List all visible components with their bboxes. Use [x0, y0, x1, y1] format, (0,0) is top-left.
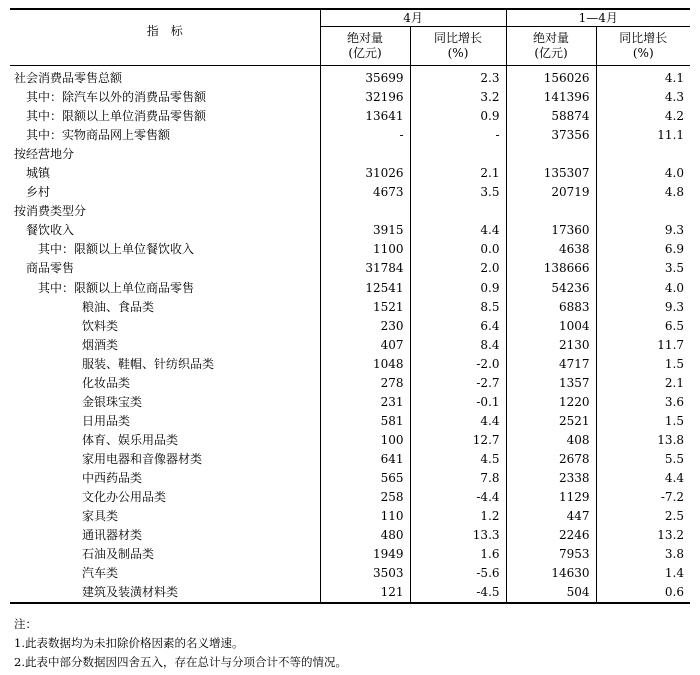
april-absolute-cell: -	[320, 126, 410, 145]
april-yoy-cell: 2.3	[410, 66, 506, 89]
janapr-yoy-cell: 6.5	[596, 317, 690, 336]
table-row	[10, 240, 690, 259]
janapr-absolute-cell: 156026	[506, 66, 596, 89]
janapr-absolute-header	[506, 27, 596, 66]
janapr-absolute-cell	[506, 202, 596, 221]
janapr-yoy-cell: 4.2	[596, 107, 690, 126]
janapr-yoy-cell: 2.1	[596, 374, 690, 393]
april-yoy-cell: 13.3	[410, 526, 506, 545]
row-label: 化妆品类	[82, 375, 131, 390]
row-label: 通讯器材类	[82, 528, 143, 543]
janapr-absolute-cell: 2246	[506, 526, 596, 545]
april-absolute-cell: 121	[320, 583, 410, 603]
april-yoy-cell: 3.2	[410, 88, 506, 107]
row-label: 餐饮收入	[26, 223, 75, 238]
april-yoy-cell: -2.7	[410, 374, 506, 393]
table-row	[10, 107, 690, 126]
table-row	[10, 564, 690, 583]
table-body	[10, 66, 690, 604]
janapr-absolute-cell: 17360	[506, 221, 596, 240]
janapr-absolute-cell: 1129	[506, 488, 596, 507]
april-yoy-cell	[410, 145, 506, 164]
janapr-yoy-cell	[596, 145, 690, 164]
april-absolute-cell: 3915	[320, 221, 410, 240]
retail-sales-table	[10, 8, 690, 604]
april-yoy-cell: 8.4	[410, 336, 506, 355]
janapr-yoy-cell: 13.8	[596, 431, 690, 450]
janapr-absolute-cell: 138666	[506, 259, 596, 278]
april-absolute-cell: 3503	[320, 564, 410, 583]
row-label: 城镇	[26, 166, 51, 181]
table-row	[10, 298, 690, 317]
row-label: 日用品类	[82, 413, 131, 428]
janapr-absolute-cell: 447	[506, 507, 596, 526]
row-label: 商品零售	[26, 261, 75, 276]
april-absolute-header	[320, 27, 410, 66]
april-yoy-cell: 0.9	[410, 279, 506, 298]
janapr-yoy-cell: 4.0	[596, 164, 690, 183]
april-yoy-cell: -4.4	[410, 488, 506, 507]
april-yoy-cell: 2.1	[410, 164, 506, 183]
janapr-yoy-cell: 6.9	[596, 240, 690, 259]
abs-line2: (亿元)	[534, 46, 568, 60]
janapr-yoy-cell: 4.8	[596, 183, 690, 202]
janapr-yoy-cell: 1.4	[596, 564, 690, 583]
table-row	[10, 412, 690, 431]
table-row	[10, 183, 690, 202]
indicator-header: 指 标	[146, 24, 183, 38]
janapr-yoy-cell: -7.2	[596, 488, 690, 507]
janapr-absolute-cell: 2678	[506, 450, 596, 469]
janapr-absolute-cell: 2130	[506, 336, 596, 355]
table-row	[10, 450, 690, 469]
table-row	[10, 279, 690, 298]
table-row	[10, 66, 690, 89]
yoy-line1: 同比增长	[619, 31, 668, 45]
table-row	[10, 317, 690, 336]
table-row	[10, 336, 690, 355]
janapr-absolute-cell: 2521	[506, 412, 596, 431]
janapr-absolute-cell: 14630	[506, 564, 596, 583]
april-yoy-cell: 6.4	[410, 317, 506, 336]
row-label: 家用电器和音像器材类	[82, 451, 203, 466]
table-row	[10, 259, 690, 278]
janapr-absolute-cell: 141396	[506, 88, 596, 107]
row-label: 其中：限额以上单位商品零售	[38, 280, 195, 295]
table-row	[10, 145, 690, 164]
april-absolute-cell: 13641	[320, 107, 410, 126]
april-yoy-cell: 0.9	[410, 107, 506, 126]
row-label: 中西药品类	[82, 471, 143, 485]
row-label: 家具类	[82, 509, 119, 524]
row-label: 社会消费品零售总额	[14, 71, 123, 86]
janapr-yoy-cell: 4.1	[596, 66, 690, 89]
table-row	[10, 355, 690, 374]
table-row	[10, 488, 690, 507]
row-label: 烟酒类	[82, 337, 119, 352]
janapr-yoy-cell: 11.7	[596, 336, 690, 355]
janapr-yoy-cell: 9.3	[596, 221, 690, 240]
april-absolute-cell	[320, 202, 410, 221]
table-row	[10, 126, 690, 145]
abs-line1: 绝对量	[346, 31, 383, 45]
april-absolute-cell: 1048	[320, 355, 410, 374]
row-label: 按消费类型分	[14, 204, 87, 219]
april-absolute-cell: 258	[320, 488, 410, 507]
table-row	[10, 202, 690, 221]
row-label: 乡村	[26, 185, 51, 200]
row-label: 文化办公用品类	[82, 490, 167, 505]
april-absolute-cell: 110	[320, 507, 410, 526]
janapr-absolute-cell: 1220	[506, 393, 596, 412]
janapr-absolute-cell: 37356	[506, 126, 596, 145]
april-yoy-cell: 4.5	[410, 450, 506, 469]
april-absolute-cell: 581	[320, 412, 410, 431]
janapr-absolute-cell: 4638	[506, 240, 596, 259]
april-absolute-cell: 480	[320, 526, 410, 545]
janapr-absolute-cell: 1357	[506, 374, 596, 393]
table-row	[10, 583, 690, 603]
janapr-yoy-cell: 3.5	[596, 259, 690, 278]
janapr-yoy-cell	[596, 202, 690, 221]
janapr-absolute-cell: 7953	[506, 545, 596, 564]
april-absolute-cell	[320, 145, 410, 164]
april-absolute-cell: 31784	[320, 259, 410, 278]
table-row	[10, 469, 690, 488]
april-yoy-cell: 12.7	[410, 431, 506, 450]
yoy-line2: (%)	[632, 46, 654, 60]
janapr-yoy-cell: 13.2	[596, 526, 690, 545]
janapr-yoy-cell: 4.0	[596, 279, 690, 298]
row-label: 饮料类	[82, 318, 119, 333]
april-yoy-cell: 1.6	[410, 545, 506, 564]
april-yoy-cell: 8.5	[410, 298, 506, 317]
row-label: 服装、鞋帽、针纺织品类	[82, 356, 215, 371]
april-absolute-cell: 1100	[320, 240, 410, 259]
april-yoy-cell: 0.0	[410, 240, 506, 259]
april-yoy-cell: 3.5	[410, 183, 506, 202]
april-yoy-header	[410, 27, 506, 66]
april-absolute-cell: 565	[320, 469, 410, 488]
row-label: 其中：除汽车以外的消费品零售额	[26, 90, 207, 105]
april-yoy-cell: -	[410, 126, 506, 145]
april-absolute-cell: 278	[320, 374, 410, 393]
table-row	[10, 374, 690, 393]
table-row	[10, 526, 690, 545]
janapr-absolute-cell: 2338	[506, 469, 596, 488]
janapr-yoy-cell: 1.5	[596, 412, 690, 431]
april-absolute-cell: 12541	[320, 279, 410, 298]
april-absolute-cell: 230	[320, 317, 410, 336]
table-row	[10, 221, 690, 240]
note-1: 1.此表数据均为未扣除价格因素的名义增速。	[14, 636, 244, 650]
april-yoy-cell: -5.6	[410, 564, 506, 583]
janapr-absolute-cell: 6883	[506, 298, 596, 317]
row-label: 金银珠宝类	[82, 394, 143, 409]
april-yoy-cell: 7.8	[410, 469, 506, 488]
april-absolute-cell: 1949	[320, 545, 410, 564]
table-row	[10, 431, 690, 450]
janapr-yoy-cell: 3.8	[596, 545, 690, 564]
row-label: 按经营地分	[14, 147, 75, 162]
april-absolute-cell: 100	[320, 431, 410, 450]
janapr-absolute-cell: 20719	[506, 183, 596, 202]
janapr-yoy-cell: 4.3	[596, 88, 690, 107]
row-label: 其中：限额以上单位餐饮收入	[38, 242, 195, 257]
abs-line1: 绝对量	[533, 31, 570, 45]
janapr-absolute-cell: 4717	[506, 355, 596, 374]
janapr-absolute-cell: 58874	[506, 107, 596, 126]
janapr-absolute-cell: 135307	[506, 164, 596, 183]
april-yoy-cell: 1.2	[410, 507, 506, 526]
jan-apr-header: 1—4月	[506, 9, 690, 27]
abs-line2: (亿元)	[348, 46, 382, 60]
april-yoy-cell: -4.5	[410, 583, 506, 603]
april-absolute-cell: 32196	[320, 88, 410, 107]
table-row	[10, 507, 690, 526]
april-absolute-cell: 641	[320, 450, 410, 469]
april-absolute-cell: 4673	[320, 183, 410, 202]
yoy-line2: (%)	[447, 46, 469, 60]
row-label: 粮油、食品类	[82, 299, 155, 314]
yoy-line1: 同比增长	[434, 31, 483, 45]
janapr-yoy-cell: 0.6	[596, 583, 690, 603]
notes-title: 注：	[14, 617, 37, 631]
janapr-yoy-cell: 9.3	[596, 298, 690, 317]
april-header: 4月	[320, 9, 506, 27]
janapr-yoy-cell: 1.5	[596, 355, 690, 374]
table-row	[10, 393, 690, 412]
row-label: 汽车类	[82, 566, 119, 581]
row-label: 体育、娱乐用品类	[82, 432, 179, 447]
april-yoy-cell	[410, 202, 506, 221]
janapr-yoy-cell: 3.6	[596, 393, 690, 412]
janapr-absolute-cell: 54236	[506, 279, 596, 298]
table-row	[10, 545, 690, 564]
janapr-absolute-cell	[506, 145, 596, 164]
april-absolute-cell: 35699	[320, 66, 410, 89]
april-absolute-cell: 407	[320, 336, 410, 355]
janapr-yoy-cell: 11.1	[596, 126, 690, 145]
table-header	[10, 9, 690, 66]
notes	[14, 615, 347, 672]
table-row	[10, 164, 690, 183]
april-absolute-cell: 1521	[320, 298, 410, 317]
janapr-absolute-cell: 504	[506, 583, 596, 603]
janapr-absolute-cell: 408	[506, 431, 596, 450]
row-label: 其中：实物商品网上零售额	[26, 128, 171, 143]
row-label: 其中：限额以上单位消费品零售额	[26, 109, 207, 124]
table-row	[10, 88, 690, 107]
april-yoy-cell: 4.4	[410, 412, 506, 431]
janapr-yoy-cell: 5.5	[596, 450, 690, 469]
janapr-yoy-cell: 4.4	[596, 469, 690, 488]
april-yoy-cell: 4.4	[410, 221, 506, 240]
row-label: 石油及制品类	[82, 547, 155, 562]
april-yoy-cell: -0.1	[410, 393, 506, 412]
row-label: 建筑及装潢材料类	[82, 585, 179, 600]
note-2: 2.此表中部分数据因四舍五入，存在总计与分项合计不等的情况。	[14, 655, 347, 669]
april-yoy-cell: 2.0	[410, 259, 506, 278]
janapr-yoy-cell: 2.5	[596, 507, 690, 526]
janapr-absolute-cell: 1004	[506, 317, 596, 336]
janapr-yoy-header	[596, 27, 690, 66]
april-absolute-cell: 231	[320, 393, 410, 412]
april-absolute-cell: 31026	[320, 164, 410, 183]
april-yoy-cell: -2.0	[410, 355, 506, 374]
